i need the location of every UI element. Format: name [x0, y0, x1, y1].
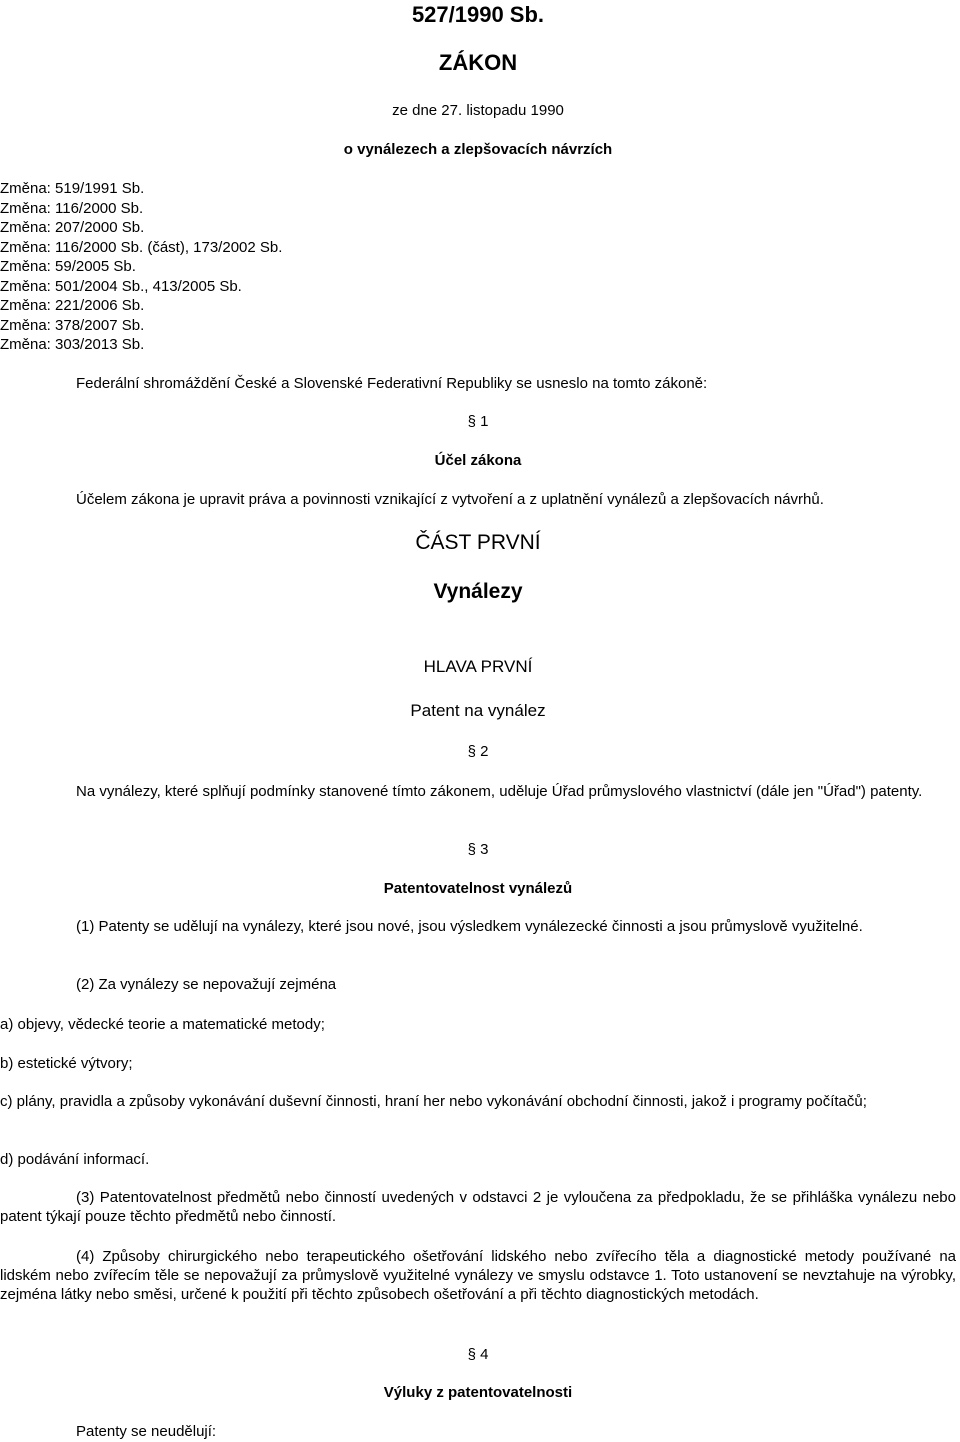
- amendment-item: Změna: 501/2004 Sb., 413/2005 Sb.: [0, 277, 242, 295]
- section-4-title: Výluky z patentovatelnosti: [383, 1384, 573, 1401]
- law-date: ze dne 27. listopadu 1990: [392, 102, 564, 119]
- section-3-paragraph-1: (1) Patenty se udělují na vynálezy, které jsou nové, jsou výsledkem vynálezecké činnosti a jsou průmyslově využitelné.: [76, 918, 863, 935]
- law-number: 527/1990 Sb.: [411, 2, 545, 27]
- section-3-paragraph-4: (4) Způsoby chirurgického nebo terapeutického ošetřování lidského nebo zvířecího těla a diagnostické metody používané na lidském nebo zvířecím těle se nepovažují za průmyslově využitelné vynálezy ve smyslu odstavce 1. Toto ustanovení se nevztahuje na výrobky, zejména látky nebo směsi, určené k použití při těchto způsobech ošetřování a při těchto diagnostických metodách.: [0, 1248, 956, 1303]
- section-1-number: § 1: [467, 413, 489, 430]
- section-1-title: Účel zákona: [434, 452, 522, 469]
- law-subject: o vynálezech a zlepšovacích návrzích: [343, 141, 613, 158]
- section-4-number: § 4: [467, 1346, 489, 1363]
- section-3-paragraph-2: (2) Za vynálezy se nepovažují zejména: [76, 976, 337, 993]
- section-3-paragraph-3: (3) Patentovatelnost předmětů nebo činností uvedených v odstavci 2 je vyloučena za předpokladu, že se přihláška vynálezu nebo patent týkají pouze těchto předmětů nebo činností.: [0, 1189, 956, 1225]
- list-item: a) objevy, vědecké teorie a matematické metody;: [0, 1016, 325, 1033]
- amendment-item: Změna: 221/2006 Sb.: [0, 297, 145, 314]
- section-2-text: Na vynálezy, které splňují podmínky stanovené tímto zákonem, uděluje Úřad průmyslového vlastnictví (dále jen "Úřad") patenty.: [76, 783, 923, 800]
- amendment-item: Změna: 116/2000 Sb. (část), 173/2002 Sb.: [0, 238, 283, 256]
- amendment-item: Změna: 116/2000 Sb.: [0, 199, 144, 217]
- amendment-item: Změna: 378/2007 Sb.: [0, 316, 145, 334]
- section-4-intro: Patenty se neudělují:: [76, 1423, 217, 1440]
- amendment-item: Změna: 303/2013 Sb.: [0, 336, 145, 353]
- section-1-text: Účelem zákona je upravit práva a povinnosti vznikající z vytvoření a z uplatnění vynálezů a zlepšovacích návrhů.: [76, 491, 824, 508]
- amendment-item: Změna: 207/2000 Sb.: [0, 219, 145, 236]
- list-item: b) estetické výtvory;: [0, 1055, 133, 1072]
- preamble: Federální shromáždění České a Slovenské Federativní Republiky se usneslo na tomto zákoně:: [76, 375, 708, 392]
- section-2-number: § 2: [467, 743, 489, 760]
- chapter-title: Patent na vynález: [410, 701, 546, 720]
- section-3-title: Patentovatelnost vynálezů: [383, 880, 573, 897]
- amendment-item: Změna: 519/1991 Sb.: [0, 180, 145, 197]
- part-title: Vynálezy: [433, 580, 523, 603]
- section-3-number: § 3: [467, 841, 489, 858]
- part-label: ČÁST PRVNÍ: [415, 531, 541, 554]
- list-item: d) podávání informací.: [0, 1151, 150, 1168]
- amendment-item: Změna: 59/2005 Sb.: [0, 258, 136, 275]
- chapter-label: HLAVA PRVNÍ: [423, 657, 533, 676]
- law-type: ZÁKON: [438, 50, 518, 75]
- amendments-list: [0, 179, 282, 355]
- list-item: c) plány, pravidla a způsoby vykonávání duševní činnosti, hraní her nebo vykonávání obchodní činnosti, jakož i programy počítačů;: [0, 1093, 867, 1110]
